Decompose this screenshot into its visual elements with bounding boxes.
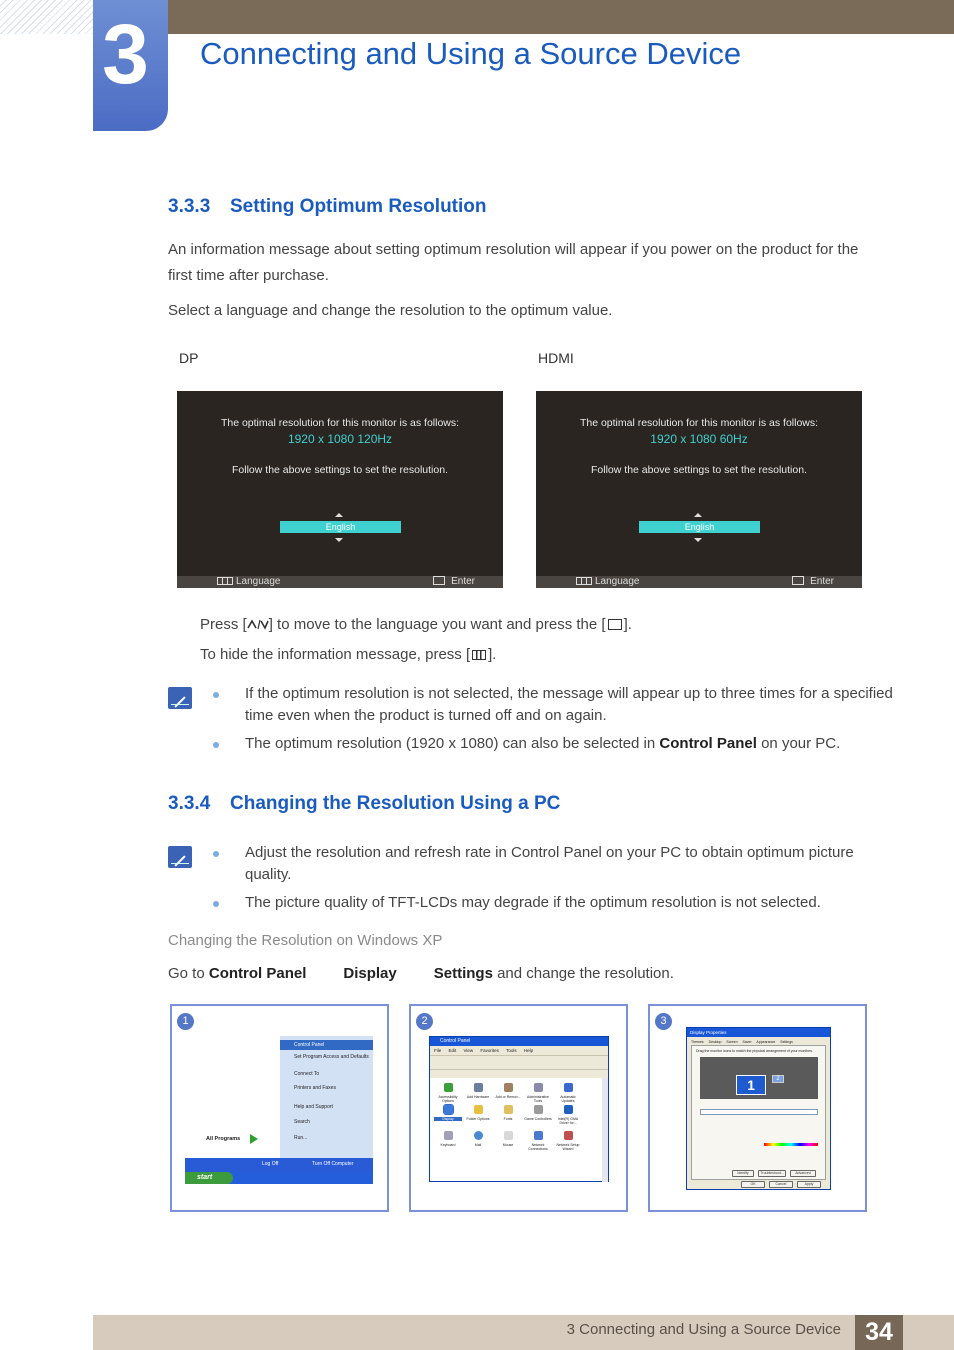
settings-panel xyxy=(691,1045,826,1180)
osd-line-1: The optimal resolution for this monitor is as follows: xyxy=(579,417,819,429)
osd-resolution: 1920 x 1080 60Hz xyxy=(650,432,748,446)
note-text: Adjust the resolution and refresh rate in Control Panel on your PC to obtain optimum picture xyxy=(245,844,854,861)
chapter-title: Connecting and Using a Source Device xyxy=(200,36,742,71)
arrow-up-icon xyxy=(335,513,343,517)
window-toolbar xyxy=(430,1055,608,1069)
monitor-2[interactable]: 2 xyxy=(772,1075,784,1083)
icon-label: Add or Remov... xyxy=(495,1095,521,1099)
advanced-button[interactable]: Advanced xyxy=(790,1170,816,1177)
step-badge: 2 xyxy=(416,1013,433,1030)
icon-label: Keyboard xyxy=(440,1143,456,1147)
note-icon xyxy=(168,846,192,868)
all-programs-arrow-icon xyxy=(250,1134,258,1144)
icon-label: Automatic Updates xyxy=(560,1095,576,1103)
note-icon xyxy=(168,687,192,709)
screen-label-dp: DP xyxy=(179,350,199,366)
up-down-arrows-icon xyxy=(247,618,269,630)
start-menu-item[interactable]: Help and Support xyxy=(294,1104,333,1110)
icon-label: Add Hardware xyxy=(466,1095,490,1099)
intel-gma-icon[interactable] xyxy=(564,1105,573,1114)
bullet xyxy=(213,851,219,857)
note-bullet-3 xyxy=(245,842,895,886)
start-menu-right-pane xyxy=(280,1036,373,1158)
start-menu-item[interactable]: Set Program Access and Defaults xyxy=(294,1054,369,1060)
cancel-button[interactable]: Cancel xyxy=(769,1181,793,1188)
fonts-icon[interactable] xyxy=(504,1105,513,1114)
goto-step-3: Settings xyxy=(433,965,493,982)
osd-footer-enter xyxy=(433,576,475,588)
osd-line-1: The optimal resolution for this monitor is as follows: xyxy=(220,417,460,429)
goto-instruction xyxy=(168,961,674,987)
window-menubar[interactable]: File Edit View Favorites Tools Help xyxy=(430,1046,608,1055)
display-properties-window xyxy=(686,1027,831,1190)
icon-label: Network Setup Wizard xyxy=(556,1143,580,1151)
start-button[interactable]: start xyxy=(185,1172,233,1184)
enter-button-icon xyxy=(433,576,445,585)
scrollbar[interactable] xyxy=(602,1078,608,1182)
note-text: time even when the product is turned off and on again. xyxy=(245,707,607,724)
arrow-up-icon xyxy=(694,513,702,517)
screen-label-hdmi: HDMI xyxy=(538,350,574,366)
menu-button-icon xyxy=(472,650,486,660)
osd-line-3: Follow the above settings to set the resolution. xyxy=(591,464,807,476)
control-panel-window xyxy=(429,1036,609,1182)
mail-icon[interactable] xyxy=(474,1131,483,1140)
osd-footer-enter xyxy=(792,576,834,588)
apply-button[interactable]: Apply xyxy=(797,1181,821,1188)
hardware-icon[interactable] xyxy=(474,1083,483,1092)
icon-label: Intel(R) GMA Driver for... xyxy=(557,1117,579,1125)
ok-button[interactable]: OK xyxy=(741,1181,765,1188)
hide-text-a: To hide the information message, press [ xyxy=(200,646,471,663)
start-menu-item-control-panel[interactable]: Control Panel xyxy=(280,1040,373,1050)
osd-footer-enter-label: Enter xyxy=(810,576,834,587)
press-text-c: ]. xyxy=(623,616,632,633)
screenshot-control-panel xyxy=(409,1004,628,1212)
note-text: on your PC. xyxy=(756,735,841,752)
updates-icon[interactable] xyxy=(564,1083,573,1092)
arrow-down-icon xyxy=(335,538,343,542)
header-hatch-pattern xyxy=(0,0,93,34)
header-bar xyxy=(168,0,954,34)
display-icon[interactable] xyxy=(444,1105,453,1114)
accessibility-icon[interactable] xyxy=(444,1083,453,1092)
osd-resolution: 1920 x 1080 120Hz xyxy=(287,432,393,446)
troubleshoot-button[interactable]: Troubleshoot... xyxy=(758,1170,786,1177)
arrow-down-icon xyxy=(694,538,702,542)
intro-line-2: first time after purchase. xyxy=(168,267,329,284)
section-heading-3-3-4 xyxy=(168,793,560,815)
goto-step-1: Control Panel xyxy=(208,965,307,982)
icon-label: Game Controllers xyxy=(524,1117,552,1121)
section-number: 3.3.4 xyxy=(168,793,211,814)
icon-label-display: Display xyxy=(434,1117,462,1121)
press-text-a: Press [ xyxy=(200,616,247,633)
window-title: Display Properties xyxy=(687,1028,830,1037)
icon-label: Accessibility Options xyxy=(438,1095,458,1103)
admin-tools-icon[interactable] xyxy=(534,1083,543,1092)
folder-options-icon[interactable] xyxy=(474,1105,483,1114)
enter-button-icon xyxy=(608,619,622,630)
icon-label: Folder Options xyxy=(466,1117,490,1121)
note-text: If the optimum resolution is not selected, the message will appear up to three times for a specified xyxy=(245,685,893,702)
note-text: The optimum resolution (1920 x 1080) can also be selected in xyxy=(245,735,660,752)
goto-text: and change the resolution. xyxy=(492,965,674,982)
footer-chapter-text: 3 Connecting and Using a Source Device xyxy=(566,1321,841,1338)
icon-label: Fonts xyxy=(503,1117,513,1121)
goto-step-2: Display xyxy=(343,965,397,982)
press-instruction xyxy=(200,612,632,638)
osd-message-hdmi xyxy=(536,391,862,588)
icon-label: Administrative Tools xyxy=(527,1095,549,1103)
programs-icon[interactable] xyxy=(504,1083,513,1092)
monitor-1[interactable]: 1 xyxy=(736,1075,766,1095)
intro-paragraph xyxy=(168,237,858,289)
note-bullet-4: The picture quality of TFT-LCDs may degrade if the optimum resolution is not selected. xyxy=(245,894,821,911)
osd-footer-language xyxy=(217,576,281,588)
note-bullet-1 xyxy=(245,683,895,727)
intro-line-1: An information message about setting optimum resolution will appear if you power on the product for the xyxy=(168,241,859,258)
log-off-button[interactable]: Log Off xyxy=(262,1161,279,1167)
menu-button-icon xyxy=(217,577,233,585)
identify-button[interactable]: Identify xyxy=(732,1170,754,1177)
section-title: Changing the Resolution Using a PC xyxy=(230,793,561,814)
section-heading-3-3-3 xyxy=(168,196,487,218)
chapter-number: 3 xyxy=(102,7,149,101)
keyboard-icon[interactable] xyxy=(444,1131,453,1140)
hide-instruction xyxy=(200,642,496,668)
osd-footer-language xyxy=(576,576,640,588)
figure-caption: Changing the Resolution on Windows XP xyxy=(168,932,443,949)
monitor-arrangement-area xyxy=(700,1057,818,1099)
step-badge: 1 xyxy=(177,1013,194,1030)
color-quality-bar xyxy=(764,1143,818,1146)
note-bullet-2 xyxy=(245,733,895,755)
goto-text: Go to xyxy=(168,965,209,982)
start-menu-item[interactable]: Search xyxy=(294,1119,310,1125)
network-connections-icon[interactable] xyxy=(534,1131,543,1140)
step-badge: 3 xyxy=(655,1013,672,1030)
enter-button-icon xyxy=(792,576,804,585)
turn-off-button[interactable]: Turn Off Computer xyxy=(312,1161,354,1167)
osd-line-3: Follow the above settings to set the resolution. xyxy=(232,464,448,476)
address-bar[interactable] xyxy=(430,1069,608,1078)
section-number: 3.3.3 xyxy=(168,196,211,217)
screenshot-start-menu xyxy=(170,1004,389,1212)
section-title: Setting Optimum Resolution xyxy=(230,196,487,217)
press-text-b: ] to move to the language you want and press the [ xyxy=(268,616,606,633)
network-setup-icon[interactable] xyxy=(564,1131,573,1140)
settings-tabs[interactable]: Themes Desktop Screen Saver Appearance Settings xyxy=(691,1040,793,1044)
start-menu-item[interactable]: Printers and Faxes xyxy=(294,1085,336,1091)
all-programs-label[interactable]: All Programs xyxy=(206,1136,241,1142)
hide-text-b: ]. xyxy=(488,646,497,663)
bullet xyxy=(213,901,219,907)
display-select[interactable] xyxy=(700,1109,818,1115)
note-text: quality. xyxy=(245,866,292,883)
osd-message-dp xyxy=(177,391,503,588)
bullet xyxy=(213,692,219,698)
icon-label: Mouse xyxy=(502,1143,514,1147)
mouse-icon[interactable] xyxy=(504,1131,513,1140)
osd-footer-language-label: Language xyxy=(236,576,281,587)
osd-language-option[interactable]: English xyxy=(639,521,760,533)
osd-footer-enter-label: Enter xyxy=(451,576,475,587)
screenshot-display-properties xyxy=(648,1004,867,1212)
select-language-paragraph: Select a language and change the resolution to the optimum value. xyxy=(168,302,613,319)
window-title: Control Panel xyxy=(430,1037,608,1046)
game-controllers-icon[interactable] xyxy=(534,1105,543,1114)
bullet xyxy=(213,742,219,748)
icon-label: Network Connections xyxy=(528,1143,548,1151)
monitor-description: Drag the monitor icons to match the physical arrangement of your monitors. xyxy=(696,1049,813,1053)
osd-language-option[interactable]: English xyxy=(280,521,401,533)
icon-label: Mail xyxy=(474,1143,482,1147)
note-bold-text: Control Panel xyxy=(659,735,757,752)
osd-footer-language-label: Language xyxy=(595,576,640,587)
start-menu-item[interactable]: Run... xyxy=(294,1135,308,1141)
menu-button-icon xyxy=(576,577,592,585)
start-menu-item[interactable]: Connect To xyxy=(294,1071,320,1077)
page-number: 34 xyxy=(855,1315,903,1350)
